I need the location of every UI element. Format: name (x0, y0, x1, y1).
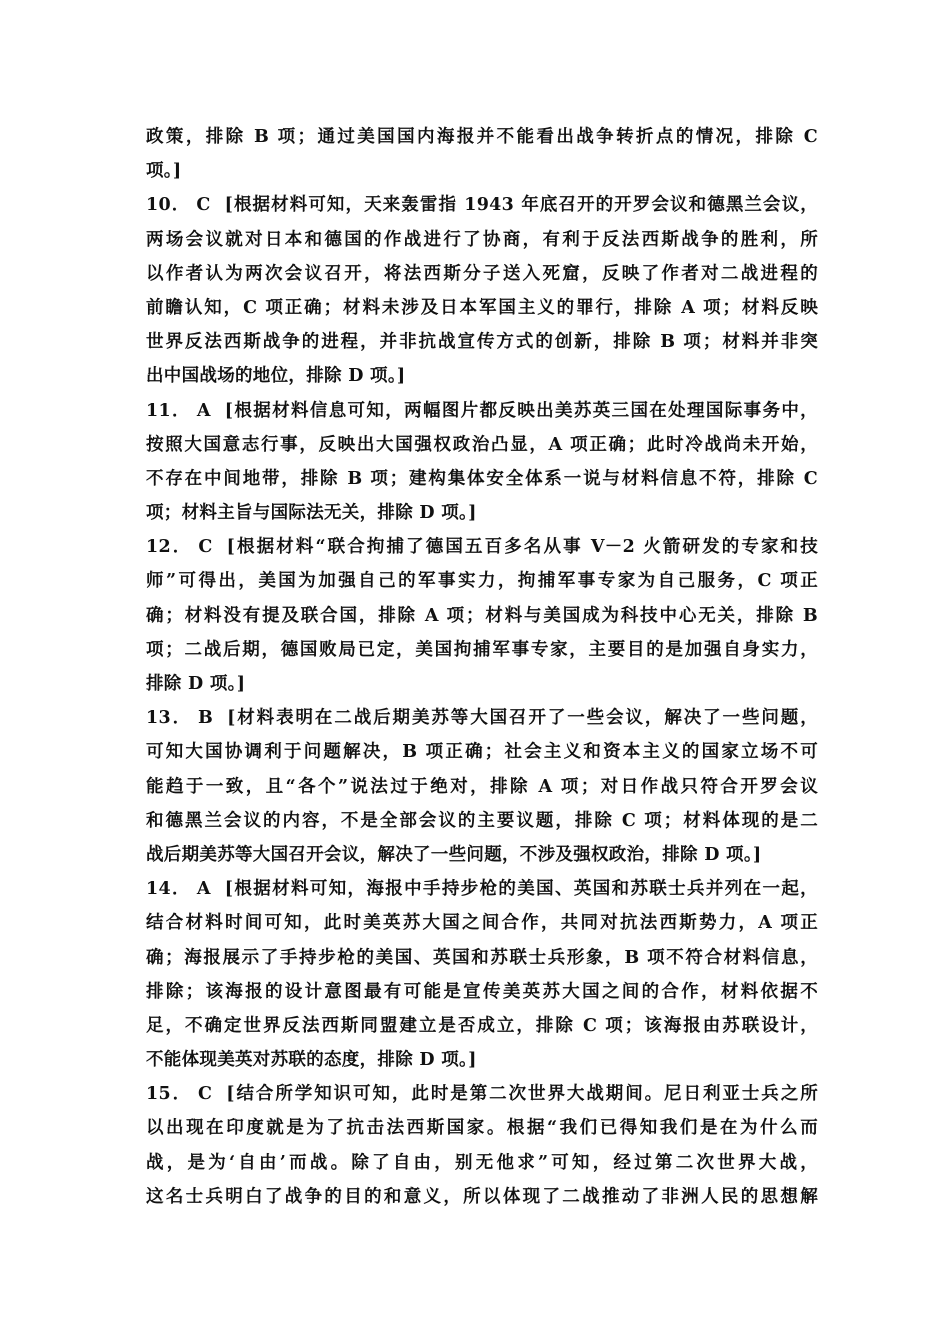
text-line: 项。] (146, 161, 182, 182)
question-number: 10． (146, 195, 191, 216)
text-line: 和德黑兰会议的内容，不是全部会议的主要议题，排除 C 项；材料体现的是二 (146, 810, 818, 831)
text-line: 政策，排除 B 项；通过美国国内海报并不能看出战争转折点的情况，排除 C (146, 127, 818, 147)
question-15-line (146, 1077, 818, 1111)
text-line: 师”可得出，美国为加强自己的军事实力，拘捕军事专家为自己服务，C 项正 (146, 571, 818, 592)
answer-letter: A (196, 879, 211, 900)
text-line: 两场会议就对日本和德国的作战进行了协商，有利于反法西斯战争的胜利，所 (146, 229, 818, 250)
text-line: 足，不确定世界反法西斯同盟建立是否成立，排除 C 项；该海报由苏联设计， (146, 1015, 818, 1036)
question-14-line (146, 872, 818, 906)
question-number: 13． (146, 708, 192, 729)
answer-letter: C (198, 1084, 213, 1105)
text-line: 确；材料没有提及联合国，排除 A 项；材料与美国成为科技中心无关，排除 B (146, 605, 818, 626)
answer-letter: C (196, 195, 211, 216)
answer-letter: B (197, 708, 214, 729)
explanation-text: [根据材料可知，天来轰雷指 1943 年底召开的开罗会议和德黑兰会议， (224, 195, 818, 216)
explanation-text: [根据材料信息可知，两幅图片都反映出美苏英三国在处理国际事务中， (224, 400, 818, 421)
text-line: 排除；该海报的设计意图最有可能是宣传美英苏大国之间的合作，材料依据不 (146, 981, 818, 1002)
text-line: 世界反法西斯战争的进程，并非抗战宣传方式的创新，排除 B 项；材料并非突 (146, 332, 818, 353)
explanation-text: [根据材料可知，海报中手持步枪的美国、英国和苏联士兵并列在一起， (224, 879, 818, 900)
question-10-line (146, 188, 818, 222)
text-line: 以出现在印度就是为了抗击法西斯国家。根据“我们已得知我们是在为什么而 (146, 1118, 818, 1139)
question-number: 12． (146, 537, 193, 558)
text-line: 这名士兵明白了战争的目的和意义，所以体现了二战推动了非洲人民的思想解 (146, 1186, 818, 1207)
text-line: 不能体现美英对苏联的态度，排除 D 项。] (146, 1050, 477, 1071)
question-number: 15． (146, 1084, 193, 1105)
text-line: 结合材料时间可知，此时美英苏大国之间合作，共同对抗法西斯势力，A 项正 (146, 913, 818, 934)
question-13-line (146, 701, 818, 735)
text-line: 项；材料主旨与国际法无关，排除 D 项。] (146, 503, 477, 524)
question-11-line (146, 394, 818, 428)
text-line: 排除 D 项。] (146, 674, 246, 694)
text-line: 可知大国协调利于问题解决，B 项正确；社会主义和资本主义的国家立场不可 (146, 742, 818, 763)
question-number: 14． (146, 879, 191, 900)
text-line: 不存在中间地带，排除 B 项；建构集体安全体系一说与材料信息不符，排除 C (146, 468, 818, 489)
text-line: 以作者认为两次会议召开，将法西斯分子送入死窟，反映了作者对二战进程的 (146, 263, 818, 284)
text-line: 战后期美苏等大国召开会议，解决了一些问题，不涉及强权政治，排除 D 项。] (146, 844, 762, 865)
text-line: 前瞻认知，C 项正确；材料未涉及日本军国主义的罪行，排除 A 项；材料反映 (146, 297, 818, 318)
text-line: 按照大国意志行事，反映出大国强权政治凸显，A 项正确；此时冷战尚未开始， (146, 434, 818, 455)
text-line: 项；二战后期，德国败局已定，美国拘捕军事专家，主要目的是加强自身实力， (146, 639, 818, 660)
explanation-text: [根据材料“联合拘捕了德国五百多名从事 V－2 火箭研发的专家和技 (226, 537, 818, 558)
explanation-text: [材料表明在二战后期美苏等大国召开了一些会议，解决了一些问题， (227, 708, 818, 729)
answer-letter: A (196, 400, 211, 421)
explanation-text: [结合所学知识可知，此时是第二次世界大战期间。尼日利亚士兵之所 (226, 1084, 818, 1105)
text-line: 出中国战场的地位，排除 D 项。] (146, 366, 406, 387)
answer-letter: C (198, 537, 213, 558)
text-line: 战，是为‘自由’而战。除了自由，别无他求”可知，经过第二次世界大战， (146, 1152, 818, 1173)
text-line: 确；海报展示了手持步枪的美国、英国和苏联士兵形象，B 项不符合材料信息， (146, 947, 818, 968)
text-line: 能趋于一致，且“各个”说法过于绝对，排除 A 项；对日作战只符合开罗会议 (146, 776, 818, 797)
question-number: 11． (146, 400, 191, 421)
answer-explanations (146, 120, 818, 1214)
question-12-line (146, 530, 818, 564)
